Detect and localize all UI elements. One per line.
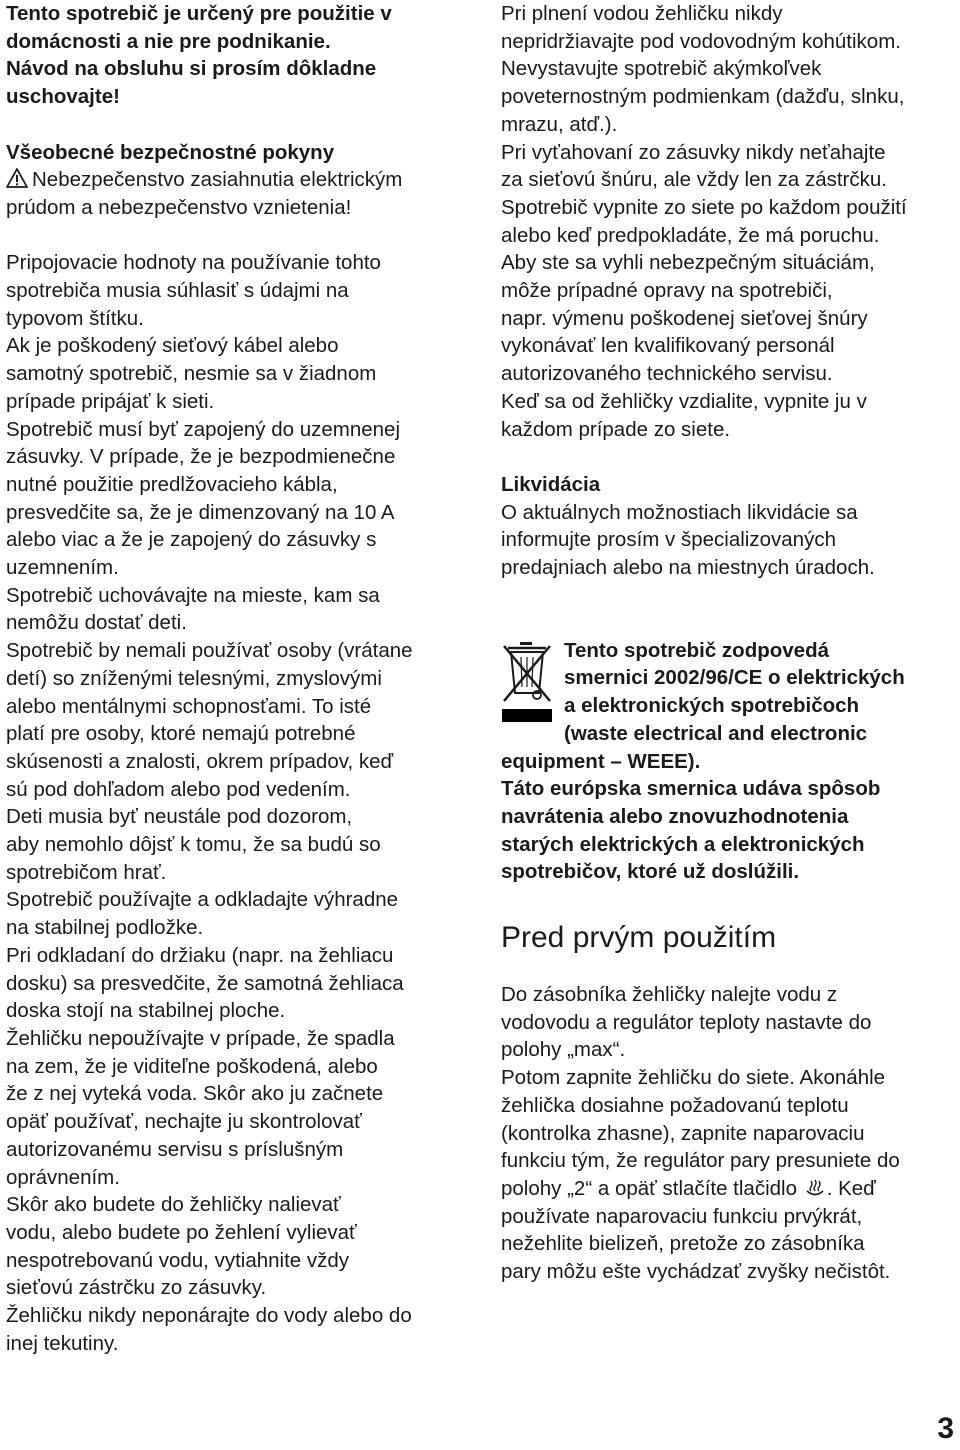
paragraph-switch-off: Spotrebič vypnite zo siete po každom použití alebo keď predpokladáte, že má poruchu. xyxy=(501,195,907,247)
disposal-heading: Likvidácia xyxy=(501,472,601,496)
paragraph-supervise-children: Deti musia byť neustále pod dozorom, aby nemohlo dôjsť k tomu, že sa budú so spotrebičom hrať. xyxy=(6,805,381,884)
paragraph-unplug-by-plug: Pri vyťahovaní zo zásuvky nikdy neťahajte za sieťovú šnúru, ale vždy len za zástrčku. xyxy=(501,140,887,192)
paragraph-connection-values: Pripojovacie hodnoty na používanie tohto spotrebiča musia súhlasiť s údajmi na typovom štítku. xyxy=(6,251,381,330)
safety-heading: Všeobecné bezpečnostné pokyny xyxy=(6,140,335,164)
paragraph-unplug-before-filling: Skôr ako budete do žehličky nalievať vodu, alebo budete po žehlení vylievať nespotrebovanú vodu, vytiahnite vždy sieťovú zástrčku zo zásuvky. xyxy=(6,1193,357,1300)
weee-notice xyxy=(501,637,957,886)
paragraph-dropped-iron: Žehličku nepoužívajte v prípade, že spadla na zem, že je viditeľne poškodená, alebo že z nej vyteká voda. Skôr ako ju začnete opäť používať, nechajte ju skontrolovať autorizovanému servisu s príslušným oprávnením. xyxy=(6,1026,395,1189)
weee-text-top: Tento spotrebič zodpovedá smernici 2002/96/CE o elektrických a elektronických spotrebičoch (waste electrical and electronic xyxy=(564,638,905,745)
intro-note: Tento spotrebič je určený pre použitie v domácnosti a nie pre podnikanie. Návod na obsluhu si prosím dôkladne uschovajte! xyxy=(6,2,392,109)
paragraph-keep-from-children: Spotrebič uchovávajte na mieste, kam sa nemôžu dostať deti. xyxy=(6,583,380,635)
paragraph-reduced-capabilities: Spotrebič by nemali používať osoby (vrátane detí) so zníženými telesnými, zmyslovými alebo mentálnymi schopnosťami. To isté platí pre osoby, ktoré nemajú potrebné skúsenosti a znalosti, okrem prípadov, keď sú pod dohľadom alebo pod vedením. xyxy=(6,639,413,801)
left-column xyxy=(6,0,480,1357)
right-column xyxy=(501,0,957,1286)
first-use-steam-function xyxy=(501,1064,957,1286)
paragraph-grounded-socket: Spotrebič musí byť zapojený do uzemnenej zásuvky. V prípade, že je bezpodmienečne nutné použitie predlžovacieho kábla, presvedčite sa, že je dimenzovaný na 10 A alebo viac a že je zapojený do zásuvky s uzemnením. xyxy=(6,417,400,580)
paragraph-tap-filling: Pri plnení vodou žehličku nikdy nepridržiavajte pod vodovodným kohútikom. xyxy=(501,2,901,53)
paragraph-damaged-cable: Ak je poškodený sieťový kábel alebo samotný spotrebič, nesmie sa v žiadnom prípade pripájať k sieti. xyxy=(6,334,377,413)
section-title: Pred prvým použitím xyxy=(501,921,777,955)
paragraph-stable-surface: Spotrebič používajte a odkladajte výhradne na stabilnej podložke. xyxy=(6,888,399,940)
warning-paragraph xyxy=(6,166,480,221)
first-use-steam-text-b: . Keď používate naparovaciu funkciu prvýkrát, nežehlite bielizeň, pretože zo zásobníka pary môžu ešte vychádzať zvyšky nečistôt. xyxy=(501,1177,891,1284)
disposal-text: O aktuálnych možnostiach likvidácie sa informujte prosím v špecializovaných predajniach alebo na miestnych úradoch. xyxy=(501,500,875,580)
page-number: 3 xyxy=(937,1412,954,1445)
steam-burst-icon xyxy=(803,1178,827,1198)
paragraph-holder: Pri odkladaní do držiaku (napr. na žehliacu dosku) sa presvedčite, že samotná žehliaca doska stojí na stabilnej ploche. xyxy=(6,943,404,1023)
crossed-out-wheelie-bin-icon xyxy=(501,641,553,723)
first-use-fill-water: Do zásobníka žehličky nalejte vodu z vodovodu a regulátor teploty nastavte do polohy „max“. xyxy=(501,983,872,1062)
warning-text: Nebezpečenstvo zasiahnutia elektrickým prúdom a nebezpečenstvo vznietenia! xyxy=(6,168,403,219)
paragraph-no-immersion: Žehličku nikdy neponárajte do vody alebo do inej tekutiny. xyxy=(6,1304,412,1355)
warning-triangle-icon xyxy=(6,168,28,188)
paragraph-weather: Nevystavujte spotrebič akýmkoľvek poveternostným podmienkam (dažďu, slnku, mrazu, atď.). xyxy=(501,57,905,136)
paragraph-repairs: Aby ste sa vyhli nebezpečným situáciám, môže prípadné opravy na spotrebiči, napr. výmenu poškodenej sieťovej šnúry vykonávať len kvalifikovaný personál autorizovaného technického servisu. xyxy=(501,251,875,386)
first-use-steam-text-a: Potom zapnite žehličku do siete. Akonáhle žehlička dosiahne požadovanú teplotu (kontrolka zhasne), zapnite naparovaciu funkciu tým, že regulátor pary presuniete do polohy „2“ a opäť stlačíte tlačidlo xyxy=(501,1066,900,1200)
paragraph-leave-iron: Keď sa od žehličky vzdialite, vypnite ju v každom prípade zo siete. xyxy=(501,389,867,441)
weee-text-bottom: equipment – WEEE). Táto európska smernica udáva spôsob navrátenia alebo znovuzhodnotenia starých elektrických a elektronických spotrebičov, ktoré už doslúžili. xyxy=(501,749,881,884)
